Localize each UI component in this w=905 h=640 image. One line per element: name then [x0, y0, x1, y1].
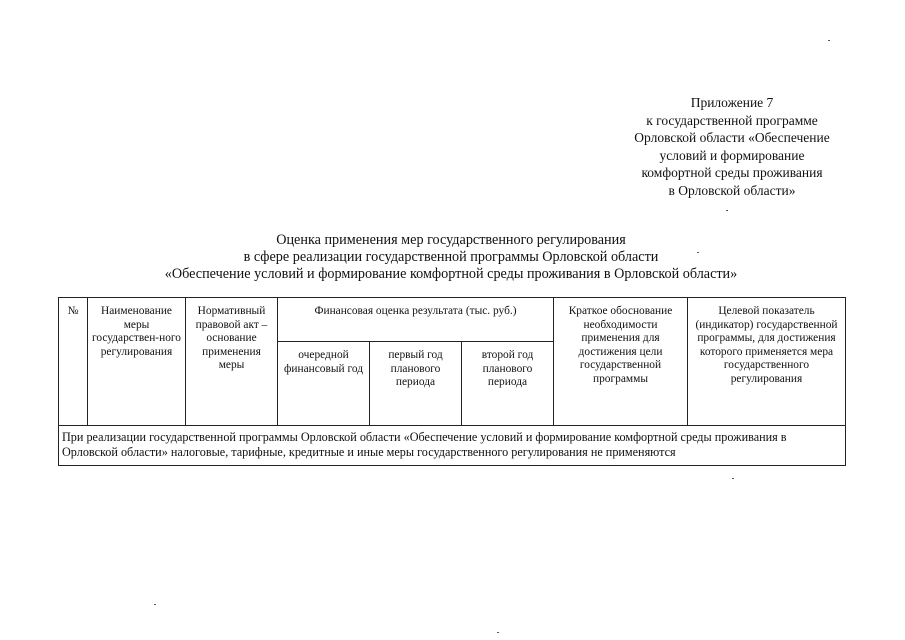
header-justification: Краткое обоснование необходимости применения для достижения цели государственной программы: [554, 298, 688, 426]
header-target-indicator: Целевой показатель (индикатор) государственной программы, для достижения которого применяется мера государственного регулирования: [688, 298, 846, 426]
regulation-table: [58, 297, 846, 466]
appendix-line: к государственной программе: [646, 112, 818, 128]
header-current-year: очередной финансовый год: [278, 342, 370, 426]
header-legal-act: Нормативный правовой акт – основание применения меры: [186, 298, 278, 426]
appendix-line: условий и формирование: [659, 147, 805, 163]
scan-speck: [154, 604, 156, 605]
title-line: Оценка применения мер государственного регулирования: [276, 232, 626, 248]
scan-speck: [726, 210, 728, 211]
appendix-block: [600, 94, 864, 200]
header-number: №: [59, 298, 88, 426]
appendix-line: в Орловской области»: [668, 182, 796, 198]
document-title: [90, 232, 812, 283]
appendix-line: Орловской области «Обеспечение: [634, 130, 830, 146]
header-second-plan-year: второй год планового периода: [462, 342, 554, 426]
title-line: «Обеспечение условий и формирование комфортной среды проживания в Орловской области»: [164, 266, 738, 282]
scan-speck: [497, 632, 499, 633]
title-line: в сфере реализации государственной программы Орловской области: [243, 249, 659, 265]
header-measure-name: Наименование меры государствен-ного регулирования: [88, 298, 186, 426]
scan-speck: [828, 40, 830, 41]
scan-speck: [732, 478, 734, 479]
appendix-line: Приложение 7: [690, 95, 774, 110]
header-financial-assessment: Финансовая оценка результата (тыс. руб.): [278, 298, 554, 342]
header-first-plan-year: первый год планового периода: [370, 342, 462, 426]
appendix-line: комфортной среды проживания: [641, 165, 823, 181]
table-note-row: При реализации государственной программы Орловской области «Обеспечение условий и формирование комфортной среды проживания в Орловской области» налоговые, тарифные, кредитные и иные меры государственного регулирования не применяются: [59, 426, 846, 466]
scan-speck: [697, 252, 699, 253]
